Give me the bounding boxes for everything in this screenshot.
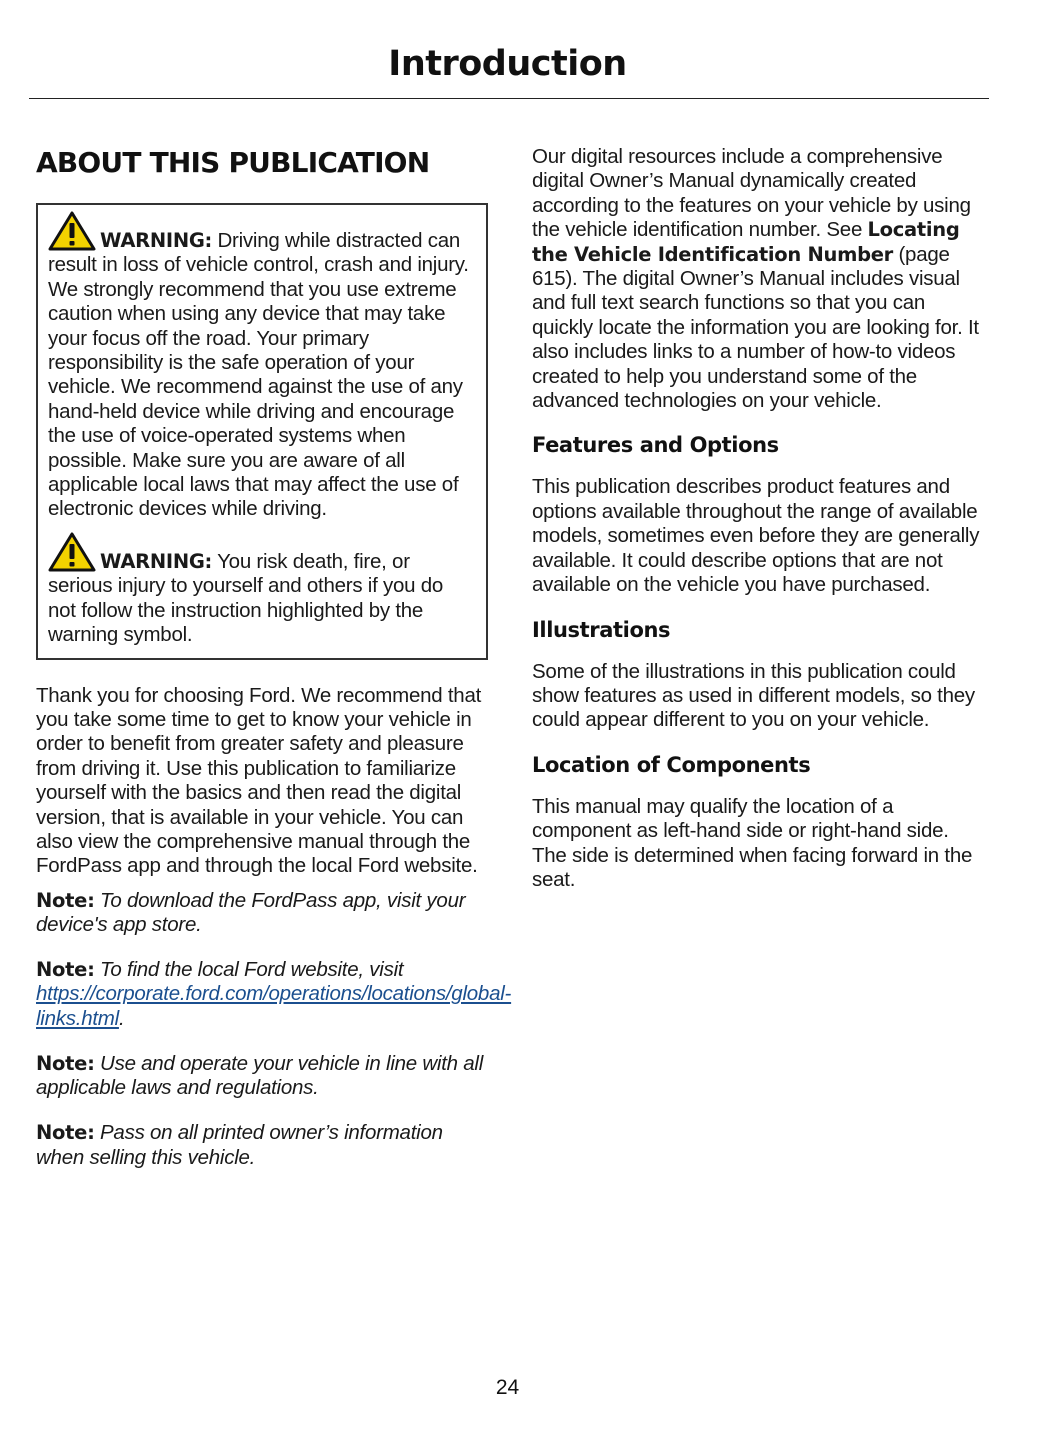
note-download-app — [36, 889, 488, 938]
note-label: Note: — [36, 958, 95, 982]
digital-resources-paragraph — [532, 145, 987, 413]
warning-text: Driving while distracted can result in loss of vehicle control, crash and injury. We strongly recommend that you use extreme caution when using any device that may take your focus off the road. Your primary responsibility is the safe operation of your vehicle. We recommend against the use of any hand-held device while driving and encourage the use of voice-operated systems when possible. Make sure you are aware of all applicable local laws that may affect the use of electronic devices while driving. — [48, 229, 469, 521]
section-heading: ABOUT THIS PUBLICATION — [36, 146, 430, 179]
note-pass-on — [36, 1121, 488, 1170]
page-number: 24 — [495, 1376, 520, 1399]
note-label: Note: — [36, 1051, 95, 1075]
warning-paragraph — [48, 532, 476, 648]
vin-cross-reference[interactable]: Locating the Vehicle Identification Number — [532, 218, 960, 266]
warning-box — [36, 203, 488, 660]
location-components-heading: Location of Components — [532, 752, 811, 777]
warning-text: You risk death, fire, or serious injury to yourself and others if you do not follow the instruction highlighted by the warning symbol. — [48, 549, 444, 647]
features-options-heading: Features and Options — [532, 433, 779, 458]
header-rule — [29, 98, 989, 99]
right-column — [532, 145, 987, 892]
warning-label: WARNING: — [100, 549, 213, 573]
intro-paragraph: Thank you for choosing Ford. We recommend that you take some time to get to know your vehicle in order to benefit from greater safety and pleasure from driving it. Use this publication to familiarize yourself with the basics and then read the digital version, that is available in your vehicle. You can also view the comprehensive manual through the FordPass app and through the local Ford website. — [36, 683, 482, 878]
ford-website-link[interactable]: https://corporate.ford.com/operations/locations/global-links.html — [36, 982, 512, 1030]
warning-triangle-icon — [48, 211, 96, 251]
digital-rest-text: (page 615). The digital Owner’s Manual includes visual and full text search functions so that you can quickly locate the information you are looking for. It also includes links to a number of how-to videos created to help you understand some of the advanced technologies on your vehicle. — [532, 242, 979, 413]
note-label: Note: — [36, 888, 95, 912]
note-label: Note: — [36, 1121, 95, 1145]
note-text: To download the FordPass app, visit your device's app store. — [36, 888, 466, 937]
warning-label: WARNING: — [100, 229, 213, 252]
note-laws — [36, 1052, 488, 1101]
page-header-title: Introduction — [388, 44, 627, 84]
illustrations-text: Some of the illustrations in this publication could show features as used in different models, so they could appear different to you on your vehicle. — [532, 659, 975, 732]
location-components-text: This manual may qualify the location of a component as left-hand side or right-hand side. The side is determined when facing forward in the seat. — [532, 794, 973, 891]
note-text: Pass on all printed owner’s information when selling this vehicle. — [36, 1121, 443, 1169]
warning-triangle-icon — [48, 532, 96, 572]
features-options-text: This publication describes product features and options available throughout the range of available models, sometimes even before they are generally available. It could describe options that are not available on the vehicle you have purchased. — [532, 475, 980, 597]
note-text: Use and operate your vehicle in line with all applicable laws and regulations. — [36, 1051, 484, 1100]
digital-intro-text: Our digital resources include a comprehensive digital Owner’s Manual dynamically created according to the features on your vehicle by using the vehicle identification number. See — [532, 145, 971, 242]
note-suffix: . — [118, 1006, 125, 1030]
left-column — [36, 138, 512, 1190]
warning-paragraph — [48, 211, 476, 522]
note-ford-website — [36, 958, 512, 1031]
illustrations-heading: Illustrations — [532, 617, 671, 642]
note-text: To find the local Ford website, visit — [94, 958, 404, 982]
